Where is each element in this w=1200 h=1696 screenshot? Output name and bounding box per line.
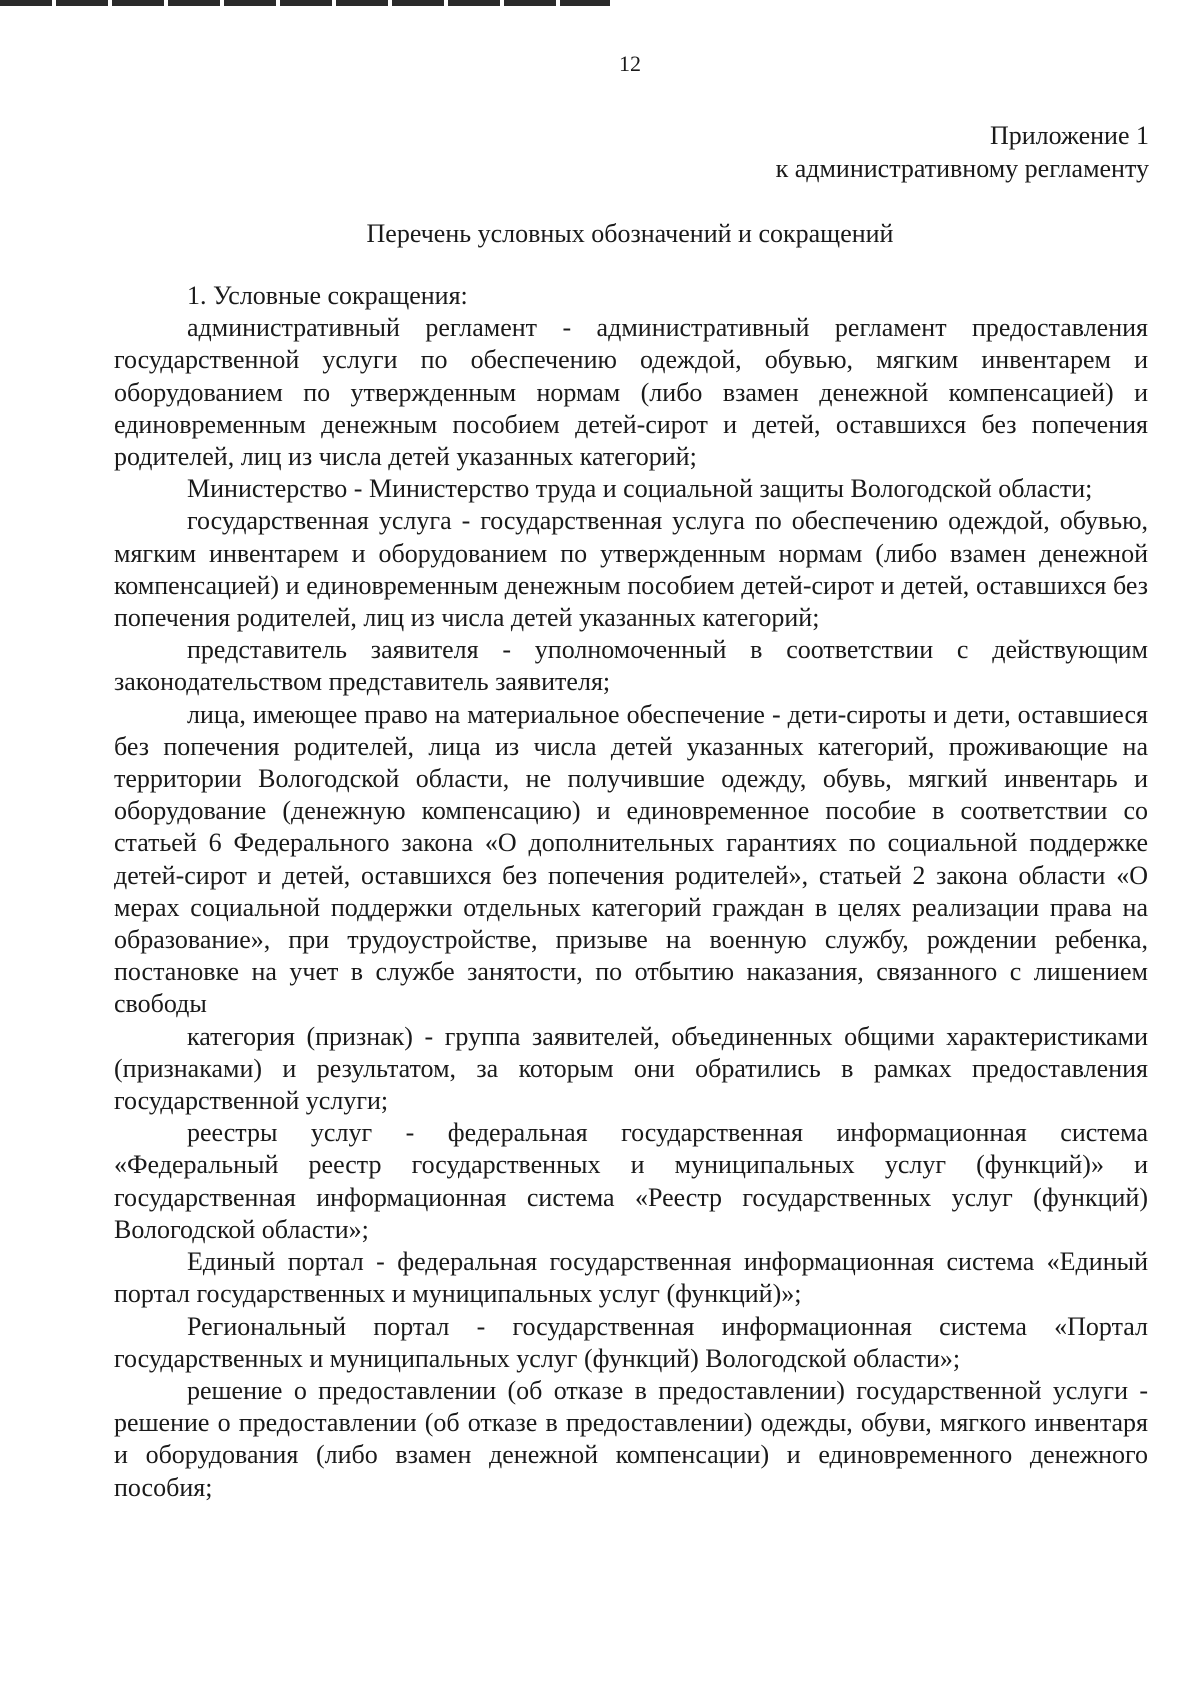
document-body xyxy=(114,280,1148,1504)
paragraph: категория (признак) - группа заявителей, объединенных общими характеристиками (признаками) и результатом, за которым они обратились в рамках предоставления государственной услуги; xyxy=(114,1021,1148,1116)
appendix-line-2: к административному регламенту xyxy=(775,154,1149,183)
paragraph: решение о предоставлении (об отказе в предоставлении) государственной услуги - решение о предоставлении (об отказе в предоставлении) одежды, обуви, мягкого инвентаря и оборудования (либо взамен денежной компенсации) и единовременного денежного пособия; xyxy=(114,1375,1148,1502)
paragraph: государственная услуга - государственная услуга по обеспечению одеждой, обувью, мягким инвентарем и оборудованием по утвержденным нормам (либо взамен денежной компенсацией) и единовременным денежным пособием детей-сирот и детей, оставшихся без попечения родителей, лиц из числа детей указанных категорий; xyxy=(114,506,1148,633)
scan-top-border xyxy=(0,0,610,6)
appendix-header xyxy=(776,119,1149,185)
page-number: 12 xyxy=(619,51,641,76)
section-heading: 1. Условные сокращения: xyxy=(187,281,468,310)
paragraph: административный регламент - административный регламент предоставления государственной услуги по обеспечению одеждой, обувью, мягким инвентарем и оборудованием по утвержденным нормам (либо взамен денежной компенсацией) и единовременным денежным пособием детей-сирот и детей, оставшихся без попечения родителей, лиц из числа детей указанных категорий; xyxy=(114,313,1148,472)
paragraph: реестры услуг - федеральная государственная информационная система «Федеральный реестр государственных и муниципальных услуг (функций)» и государственная информационная система «Реестр государственных услуг (функций) Вологодской области»; xyxy=(114,1118,1148,1244)
paragraph: лица, имеющее право на материальное обеспечение - дети-сироты и дети, оставшиеся без попечения родителей, лица из числа детей указанных категорий, проживающие на территории Вологодской области, не получившие одежду, обувь, мягкий инвентарь и оборудование (денежную компенсацию) и единовременное пособие в соответствии со статьей 6 Федерального закона «О дополнительных гарантиях по социальной поддержке детей-сирот и детей, оставшихся без попечения родителей», статьей 2 закона области «О мерах социальной поддержки отдельных категорий граждан в целях реализации права на образование», при трудоустройстве, призыве на военную службу, рождении ребенка, постановке на учет в службе занятости, по отбытию наказания, связанного с лишением свободы xyxy=(114,699,1148,1019)
paragraph: Единый портал - федеральная государственная информационная система «Единый портал государственных и муниципальных услуг (функций)»; xyxy=(114,1247,1148,1309)
appendix-line-1: Приложение 1 xyxy=(989,121,1149,150)
paragraph: Министерство - Министерство труда и социальной защиты Вологодской области; xyxy=(187,474,1093,504)
paragraph: представитель заявителя - уполномоченный в соответствии с действующим законодательством представитель заявителя; xyxy=(114,635,1148,697)
paragraph: Региональный портал - государственная информационная система «Портал государственных и муниципальных услуг (функций) Вологодской области»; xyxy=(114,1311,1148,1373)
document-title: Перечень условных обозначений и сокращений xyxy=(366,219,894,248)
